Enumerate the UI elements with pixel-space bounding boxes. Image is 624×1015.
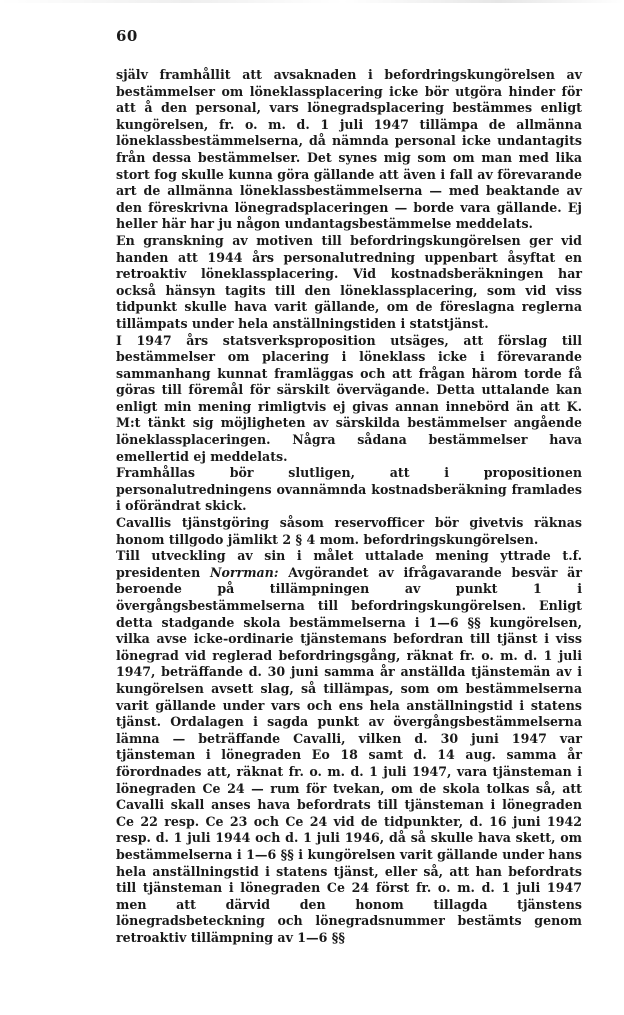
scan-edge-artifact — [0, 0, 624, 3]
speaker-name: Norrman: — [210, 564, 279, 580]
paragraph-5: Cavallis tjänstgöring såsom reservofficer bör givetvis räknas honom tillgodo jämlikt 2 § 4 mom. befordringskungörelsen. — [116, 515, 582, 547]
body-text — [116, 67, 582, 946]
paragraph-3: I 1947 års statsverksproposition utsäges, att förslag till bestämmelser om placering i löneklass icke i förevarande sammanhang kunnat framläggas och att frågan härom torde få göras till föremål för särskilt övervägande. Detta uttalande kan enligt min mening rimligtvis ej givas annan innebörd än att K. M:t tänkt sig möjligheten av särskilda bestämmelser angående löneklassplaceringen. Några sådana bestämmelser hava emellertid ej meddelats. — [116, 332, 582, 464]
paragraph-4: Framhållas bör slutligen, att i propositionen personalutredningens ovannämnda kostnadsberäkning framlades i oförändrat skick. — [116, 465, 582, 514]
page-number: 60 — [116, 27, 138, 45]
paragraph-6 — [116, 548, 582, 946]
paragraph-2: En granskning av motiven till befordringskungörelsen ger vid handen att 1944 års personalutredning uppenbart åsyftat en retroaktiv löneklassplacering. Vid kostnadsberäkningen har också hänsyn tagits till den löneklassplacering, som vid viss tidpunkt skulle hava varit gällande, om de föreslagna reglerna tillämpats under hela anställningstiden i statstjänst. — [116, 232, 582, 331]
paragraph-1: själv framhållit att avsaknaden i befordringskungörelsen av bestämmelser om löneklassplacering icke bör utgöra hinder för att å den personal, vars lönegradsplacering bestämmes enligt kungörelsen, fr. o. m. d. 1 juli 1947 tillämpa de allmänna löneklassbestämmelserna, då nämnda personal icke undantagits från dessa bestämmelser. Det synes mig som om man med lika stort fog skulle kunna göra gällande att även i fall av förevarande art de allmänna löneklassbestämmelserna — med beaktande av den föreskrivna lönegradsplaceringen — borde vara gällande. Ej heller här har ju någon undantagsbestämmelse meddelats. — [116, 67, 582, 232]
paragraph-6-lead: Till utveckling av sin i målet uttalade mening yttrade t.f. presidenten — [116, 548, 582, 580]
paragraph-6-body: Avgörandet av ifrågavarande besvär är beroende på tillämpningen av punkt 1 i övergångsbestämmelserna till befordringskungörelsen. Enligt detta stadgande skola bestämmelserna i 1—6 §§ kungörelsen, vilka avse icke-ordinarie tjänstemans befordran till tjänst i viss lönegrad vid reglerad befordringsgång, räknat fr. o. m. d. 1 juli 1947, beträffande d. 30 juni samma år anställda tjänstemän av i kungörelsen avsett slag, så tillämpas, som om bestämmelserna varit gällande under vars och ens hela anställningstid i statens tjänst. Ordalagen i sagda punkt av övergångsbestämmelserna lämna — beträffande Cavalli, vilken d. 30 juni 1947 var tjänsteman i lönegraden Eo 18 samt d. 14 aug. samma år förordnades att, räknat fr. o. m. d. 1 juli 1947, vara tjänsteman i lönegraden Ce 24 — rum för tvekan, om de skola tolkas så, att Cavalli skall anses hava befordrats till tjänsteman i lönegraden Ce 22 resp. Ce 23 och Ce 24 vid de tidpunkter, d. 16 juni 1942 resp. d. 1 juli 1944 och d. 1 juli 1946, då så skulle hava skett, om bestämmelserna i 1—6 §§ i kungörelsen varit gällande under hans hela anställningstid i statens tjänst, eller så, att han befordrats till tjänsteman i lönegraden Ce 24 först fr. o. m. d. 1 juli 1947 men att därvid den honom tillagda tjänstens lönegradsbeteckning och lönegradsnummer bestämts genom retroaktiv tillämpning av 1—6 §§ — [116, 564, 582, 945]
